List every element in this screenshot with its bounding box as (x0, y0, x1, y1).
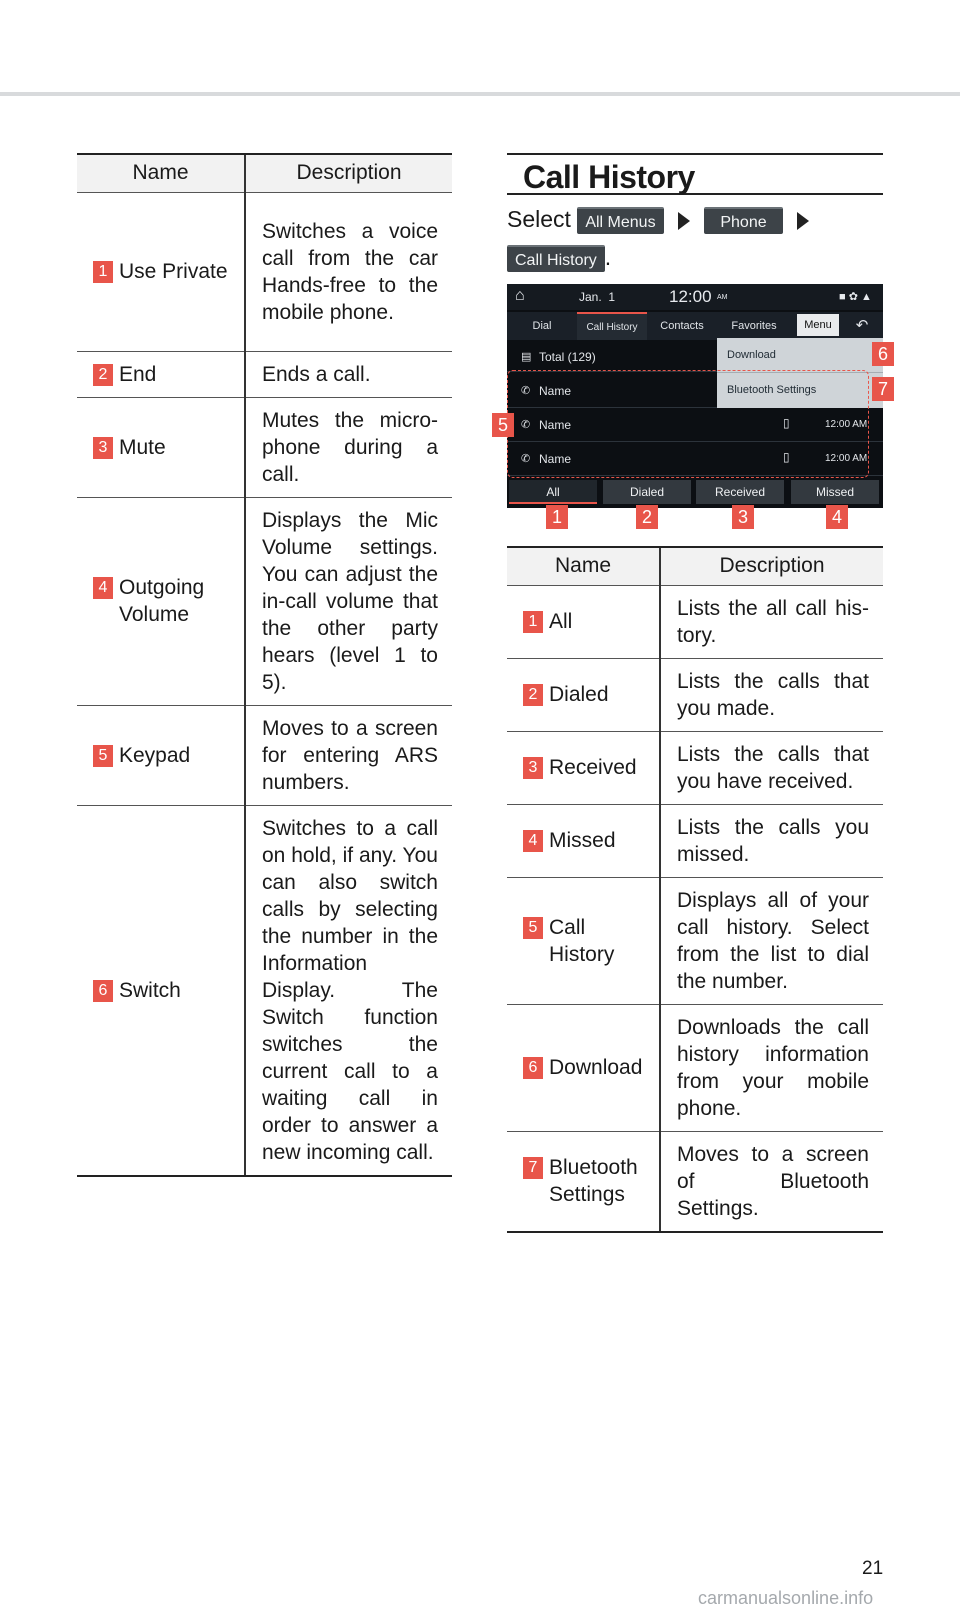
number-badge: 2 (523, 684, 543, 706)
row-name: Outgoing Volume (119, 576, 205, 626)
menu-button[interactable]: Menu (797, 314, 839, 336)
number-badge: 4 (523, 830, 543, 852)
table-row (507, 1004, 883, 1131)
call-history-button[interactable]: Call History (507, 245, 605, 272)
table-row (77, 192, 452, 351)
row-name: Mute (119, 435, 166, 459)
row-name: Received (549, 756, 637, 779)
filter-bar (507, 480, 883, 506)
filter-dialed[interactable]: Dialed (603, 480, 691, 504)
column-header-name: Name (507, 547, 660, 585)
row-description: Lists the calls that you made. (660, 658, 883, 731)
home-icon[interactable]: ⌂ (515, 287, 525, 304)
call-time: 12:00 AM (825, 419, 868, 430)
number-badge: 6 (93, 980, 113, 1002)
table-row (507, 585, 883, 658)
status-bar (507, 284, 883, 310)
row-name: Dialed (549, 683, 609, 706)
controls-table (77, 153, 452, 1177)
row-description: Lists the calls you missed. (660, 804, 883, 877)
arrow-right-icon (797, 212, 809, 230)
row-name: Call History (549, 915, 615, 966)
row-description: Switches a voice call from the car Hands-free to the mobile phone. (245, 192, 452, 351)
table-row (507, 731, 883, 804)
tab-dial[interactable]: Dial (532, 320, 552, 332)
table-row (507, 658, 883, 731)
mobile-icon: ▯ (783, 416, 790, 430)
row-description: Downloads the call history information from your mobile phone. (660, 1004, 883, 1131)
table-header-row (507, 547, 883, 585)
arrow-right-icon (678, 212, 690, 230)
number-badge: 5 (523, 917, 543, 939)
page-number: 21 (862, 1558, 884, 1579)
back-icon[interactable]: ↶ (855, 317, 869, 334)
status-time: 12:00 (669, 287, 712, 306)
call-history-table (507, 546, 883, 1233)
phone-icon: ✆ (521, 419, 531, 431)
table-row (77, 805, 452, 1176)
row-description: Displays the Mic Volume settings. You can adjust the in-call volume that the other party hears (level 1 to 5). (245, 497, 452, 705)
status-date: Jan. 1 (579, 290, 616, 304)
row-name: Switch (119, 978, 181, 1002)
filter-all[interactable]: All (509, 480, 597, 504)
tab-contacts[interactable]: Contacts (660, 320, 704, 332)
callout-7: 7 (872, 377, 894, 401)
phone-icon: ✆ (521, 385, 531, 397)
column-header-name: Name (77, 154, 245, 192)
phone-tabs (507, 312, 883, 340)
column-header-description: Description (660, 547, 883, 585)
row-description: Mutes the micro-phone during a call. (245, 397, 452, 497)
row-name: All (549, 610, 573, 633)
row-description: Lists the calls that you have received. (660, 731, 883, 804)
table-row (507, 1131, 883, 1232)
tab-favorites[interactable]: Favorites (731, 320, 777, 332)
number-badge: 3 (93, 437, 113, 459)
menu-path (507, 200, 887, 276)
menu-item-bluetooth-settings[interactable]: Bluetooth Settings (727, 384, 817, 396)
number-badge: 5 (93, 745, 113, 767)
select-label: Select (507, 206, 571, 232)
path-end-punct: . (604, 244, 612, 270)
total-count: Total (129) (539, 350, 596, 364)
callout-4: 4 (826, 505, 848, 529)
caller-name: Name (539, 418, 572, 432)
call-list-highlight (507, 370, 869, 478)
row-name: End (119, 362, 157, 386)
phone-button[interactable]: Phone (704, 207, 782, 234)
number-badge: 1 (523, 611, 543, 633)
number-badge: 7 (523, 1157, 543, 1179)
row-name: Download (549, 1056, 643, 1079)
row-description: Displays all of your call history. Select from the list to dial the number. (660, 877, 883, 1004)
number-badge: 2 (93, 364, 113, 386)
table-row (507, 877, 883, 1004)
tab-call-history[interactable]: Call History (577, 312, 647, 340)
call-time: 12:00 AM (825, 453, 868, 464)
callout-3: 3 (732, 505, 754, 529)
callout-1: 1 (546, 505, 568, 529)
watermark: carmanualsonline.info (698, 1588, 874, 1608)
filter-received[interactable]: Received (696, 480, 784, 504)
row-description: Moves to a screen for entering ARS numbers. (245, 705, 452, 805)
menu-item-download[interactable]: Download (717, 338, 883, 373)
table-row (77, 497, 452, 705)
caller-name: Name (539, 452, 572, 466)
callout-6: 6 (872, 342, 894, 366)
callout-2: 2 (636, 505, 658, 529)
section-heading (507, 153, 883, 195)
row-name: Missed (549, 829, 616, 852)
status-ampm: AM (717, 294, 728, 301)
number-badge: 3 (523, 757, 543, 779)
row-name: Bluetooth Settings (549, 1156, 638, 1206)
row-description: Ends a call. (245, 351, 452, 397)
number-badge: 6 (523, 1057, 543, 1079)
row-name: Use Private (119, 260, 228, 283)
table-row (77, 397, 452, 497)
phone-icon: ✆ (521, 453, 531, 465)
table-header-row (77, 154, 452, 192)
row-name: Keypad (119, 743, 191, 767)
mobile-icon: ▯ (783, 450, 790, 464)
number-badge: 1 (93, 261, 113, 283)
list-icon: ▤ (521, 351, 532, 363)
all-menus-button[interactable]: All Menus (577, 207, 663, 234)
table-row (77, 351, 452, 397)
callout-5: 5 (492, 413, 514, 437)
bluetooth-icon: ■ ✿ ▲ (839, 291, 872, 303)
header-rule (0, 92, 960, 96)
row-description: Switches to a call on hold, if any. You can also switch calls by selecting the number in the Information Display. The Switch function switches the current call to a waiting call in order to answer a new incoming call. (245, 805, 452, 1176)
table-row (77, 705, 452, 805)
column-header-description: Description (245, 154, 452, 192)
number-badge: 4 (93, 577, 113, 599)
section-title: Call History (523, 159, 695, 195)
row-description: Lists the all call his-tory. (660, 585, 883, 658)
row-description: Moves to a screen of Bluetooth Settings. (660, 1131, 883, 1232)
table-row (507, 804, 883, 877)
filter-missed[interactable]: Missed (791, 480, 879, 504)
caller-name: Name (539, 384, 572, 398)
